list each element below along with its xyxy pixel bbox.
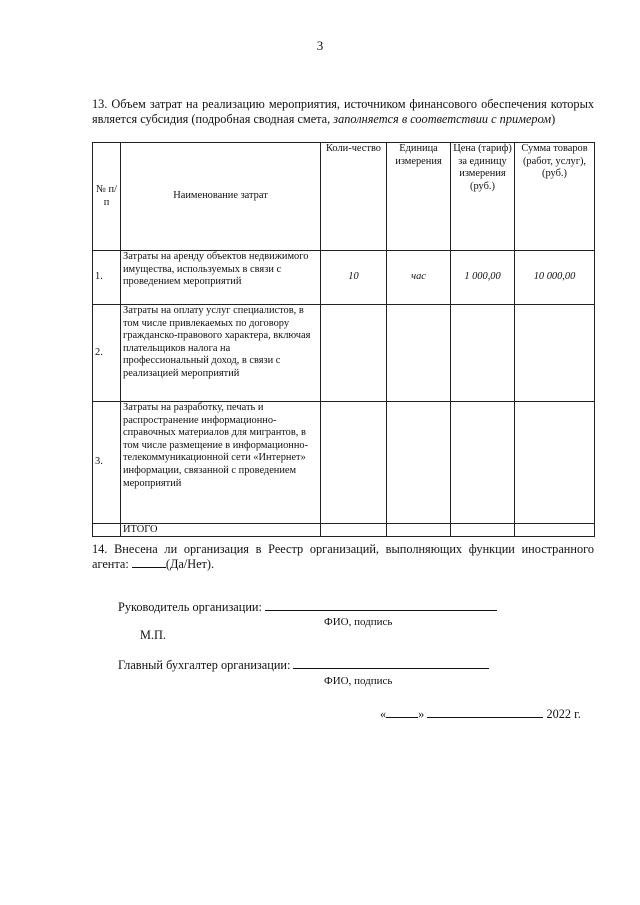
row-unit xyxy=(387,305,451,402)
row-num: 1. xyxy=(93,251,121,305)
header-num: № п/п xyxy=(93,143,121,251)
table-header-row xyxy=(93,143,595,251)
head-signature-line xyxy=(118,600,497,615)
section-14-text: 14. Внесена ли организация в Реестр организаций, выполняющих функции иностранного агента: xyxy=(92,542,594,571)
section-14-paragraph xyxy=(92,542,594,572)
row-price: 1 000,00 xyxy=(451,251,515,305)
head-signature-field[interactable] xyxy=(265,610,497,611)
table-total-row xyxy=(93,524,595,537)
row-qty: 10 xyxy=(321,251,387,305)
row-price xyxy=(451,305,515,402)
day-field[interactable] xyxy=(386,717,418,718)
total-qty xyxy=(321,524,387,537)
header-unit: Единица измерения xyxy=(387,143,451,251)
row-price xyxy=(451,402,515,524)
head-label: Руководитель организации: xyxy=(118,600,262,614)
table-row xyxy=(93,251,595,305)
date-close-quote: » xyxy=(418,707,425,721)
page-number: 3 xyxy=(316,38,324,53)
section-13-text: 13. Объем затрат на реализацию мероприятия, источником финансового обеспечения которых является субсидия (подробная сводная смета, xyxy=(92,97,594,126)
total-unit xyxy=(387,524,451,537)
row-name: Затраты на оплату услуг специалистов, в том числе привлекаемых по договору гражданско-правового характера, включая плательщиков налога на профессиональный доход, в связи с реализацией мероприятий xyxy=(121,305,321,402)
accountant-signature-line xyxy=(118,658,489,673)
section-13-paragraph xyxy=(92,97,594,127)
head-caption: ФИО, подпись xyxy=(324,616,393,628)
row-qty xyxy=(321,402,387,524)
row-name: Затраты на разработку, печать и распространение информационно-справочных материалов для мигрантов, в том числе размещение в информационно-телекоммуникационной сети «Интернет» информации, связанной с проведением мероприятий xyxy=(121,402,321,524)
yes-no-field[interactable] xyxy=(132,567,166,568)
header-price: Цена (тариф) за единицу измерения (руб.) xyxy=(451,143,515,251)
row-unit: час xyxy=(387,251,451,305)
section-13-close: ) xyxy=(551,112,556,126)
row-num: 2. xyxy=(93,305,121,402)
total-label: ИТОГО xyxy=(121,524,321,537)
date-line xyxy=(380,707,581,722)
stamp-place: М.П. xyxy=(140,628,166,642)
accountant-label: Главный бухгалтер организации: xyxy=(118,658,291,672)
month-field[interactable] xyxy=(427,717,543,718)
section-13-italic-note: заполняется в соответствии с примером xyxy=(333,112,552,126)
date-open-quote: « xyxy=(380,707,387,721)
accountant-signature-field[interactable] xyxy=(293,668,489,669)
cost-estimate-table xyxy=(92,142,595,537)
row-sum xyxy=(515,305,595,402)
row-num: 3. xyxy=(93,402,121,524)
accountant-caption: ФИО, подпись xyxy=(324,675,393,687)
row-qty xyxy=(321,305,387,402)
row-sum xyxy=(515,402,595,524)
total-price xyxy=(451,524,515,537)
header-name: Наименование затрат xyxy=(121,143,321,251)
header-sum: Сумма товаров (работ, услуг), (руб.) xyxy=(515,143,595,251)
total-num xyxy=(93,524,121,537)
header-qty: Коли-чество xyxy=(321,143,387,251)
date-year: 2022 г. xyxy=(546,707,581,721)
table-row xyxy=(93,305,595,402)
row-unit xyxy=(387,402,451,524)
row-name: Затраты на аренду объектов недвижимого имущества, используемых в связи с проведением мероприятий xyxy=(121,251,321,305)
table-row xyxy=(93,402,595,524)
section-14-suffix: (Да/Нет). xyxy=(165,557,215,571)
row-sum: 10 000,00 xyxy=(515,251,595,305)
total-sum xyxy=(515,524,595,537)
